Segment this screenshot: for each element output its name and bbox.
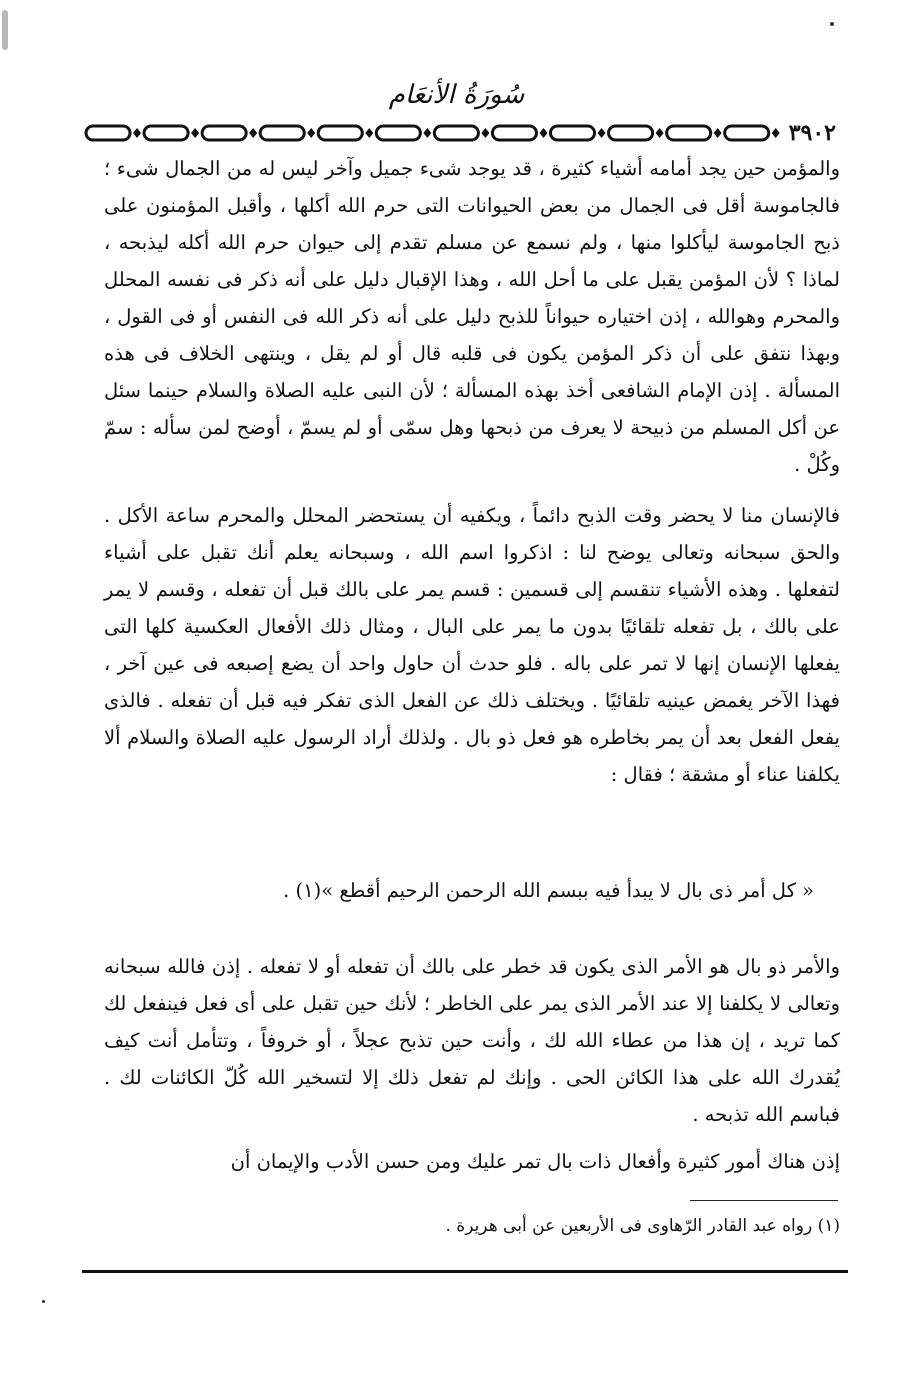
scan-speck (2, 10, 8, 50)
header-ornament-rule (82, 120, 842, 146)
main-text (104, 150, 840, 793)
main-text-continued (104, 948, 840, 1180)
paragraph: والمؤمن حين يجد أمامه أشياء كثيرة ، قد يوجد شىء جميل وآخر ليس له من الجمال شىء ؛ فالجاموسة أقل فى الجمال من بعض الحيوانات التى حرم الله أكلها ، وأقبل المؤمنون على ذبح الجاموسة ليأكلوا منها ، ولم نسمع عن مسلم تقدم إلى حيوان حرم الله أكله ليذبحه ، لماذا ؟ لأن المؤمن يقبل على ما أحل الله ، وهذا الإقبال دليل على أنه ذكر فى نفسه المحلل والمحرم وهوالله ، إذن اختياره حيواناً للذبح دليل على أنه ذكر الله فى النفس أو فى القول ، وبهذا نتفق على أن ذكر المؤمن يكون فى قلبه قال أو لم يقل ، وينتهى الخلاف فى هذه المسألة . إذن الإمام الشافعى أخذ بهذه المسألة ؛ لأن النبى عليه الصلاة والسلام حينما سئل عن أكل المسلم من ذبيحة لا يعرف من ذبحها وهل سمّى أو لم يسمّ ، أوضح لمن سأله : سمّ وكُلْ . (104, 157, 840, 476)
paragraph: والأمر ذو بال هو الأمر الذى يكون قد خطر على بالك أن تفعله أو لا تفعله . إذن فالله سبحانه وتعالى لا يكلفنا إلا عند الأمر الذى يمر على الخاطر ؛ لأنك حين تقبل على أى فعل فينفعل لك كما تريد ، إن هذا من عطاء الله لك ، وأنت حين تذبح عجلاً ، أو خروفاً ، وتتأمل أنت كيف يُقدرك الله على هذا الكائن الحى . وإنك لم تفعل ذلك إلا لتسخير الله كُلّ الكائنات لك . فباسم الله تذبحه . (104, 955, 840, 1126)
chain-ornament (82, 120, 783, 146)
scan-speck (42, 1300, 45, 1303)
scan-speck (830, 22, 834, 26)
footnote: (١) رواه عبد القادر الرّهاوى فى الأربعين عن أبى هريرة . (445, 1216, 840, 1236)
bottom-rule (82, 1270, 848, 1273)
hadith-quote: « كل أمر ذى بال لا يبدأ فيه ببسم الله الرحمن الرحيم أقطع »(١) . (283, 879, 814, 902)
page-number: ٣٩٠٢ (788, 120, 836, 146)
paragraph: فالإنسان منا لا يحضر وقت الذبح دائماً ، ويكفيه أن يستحضر المحلل والمحرم ساعة الأكل . والحق سبحانه وتعالى يوضح لنا : اذكروا اسم الله ، وسبحانه يعلم أنك تقبل على أشياء لتفعلها . وهذه الأشياء تنقسم إلى قسمين : قسم يمر على بالك قبل أن تفعله ، وقسم لا يمر على بالك ، بل تفعله تلقائيًا بدون ما يمر على البال ، ومثال ذلك الأفعال العكسية كلها التى يفعلها الإنسان إنها لا تمر على باله . فلو حدث أن حاول واحد أن يضع إصبعه فى عين آخر ، فهذا الآخر يغمض عينيه تلقائيًا . ويختلف ذلك عن الفعل الذى تفكر فيه قبل أن تفعله . فالذى يفعل الفعل بعد أن يمر بخاطره هو فعل ذو بال . ولذلك أراد الرسول عليه الصلاة والسلام ألا يكلفنا عناء أو مشقة ؛ فقال : (104, 504, 840, 786)
paragraph: إذن هناك أمور كثيرة وأفعال ذات بال تمر عليك ومن حسن الأدب والإيمان أن (230, 1150, 840, 1173)
surah-title: سُورَةُ الأنعَام (388, 80, 525, 110)
footnote-separator (690, 1200, 838, 1201)
